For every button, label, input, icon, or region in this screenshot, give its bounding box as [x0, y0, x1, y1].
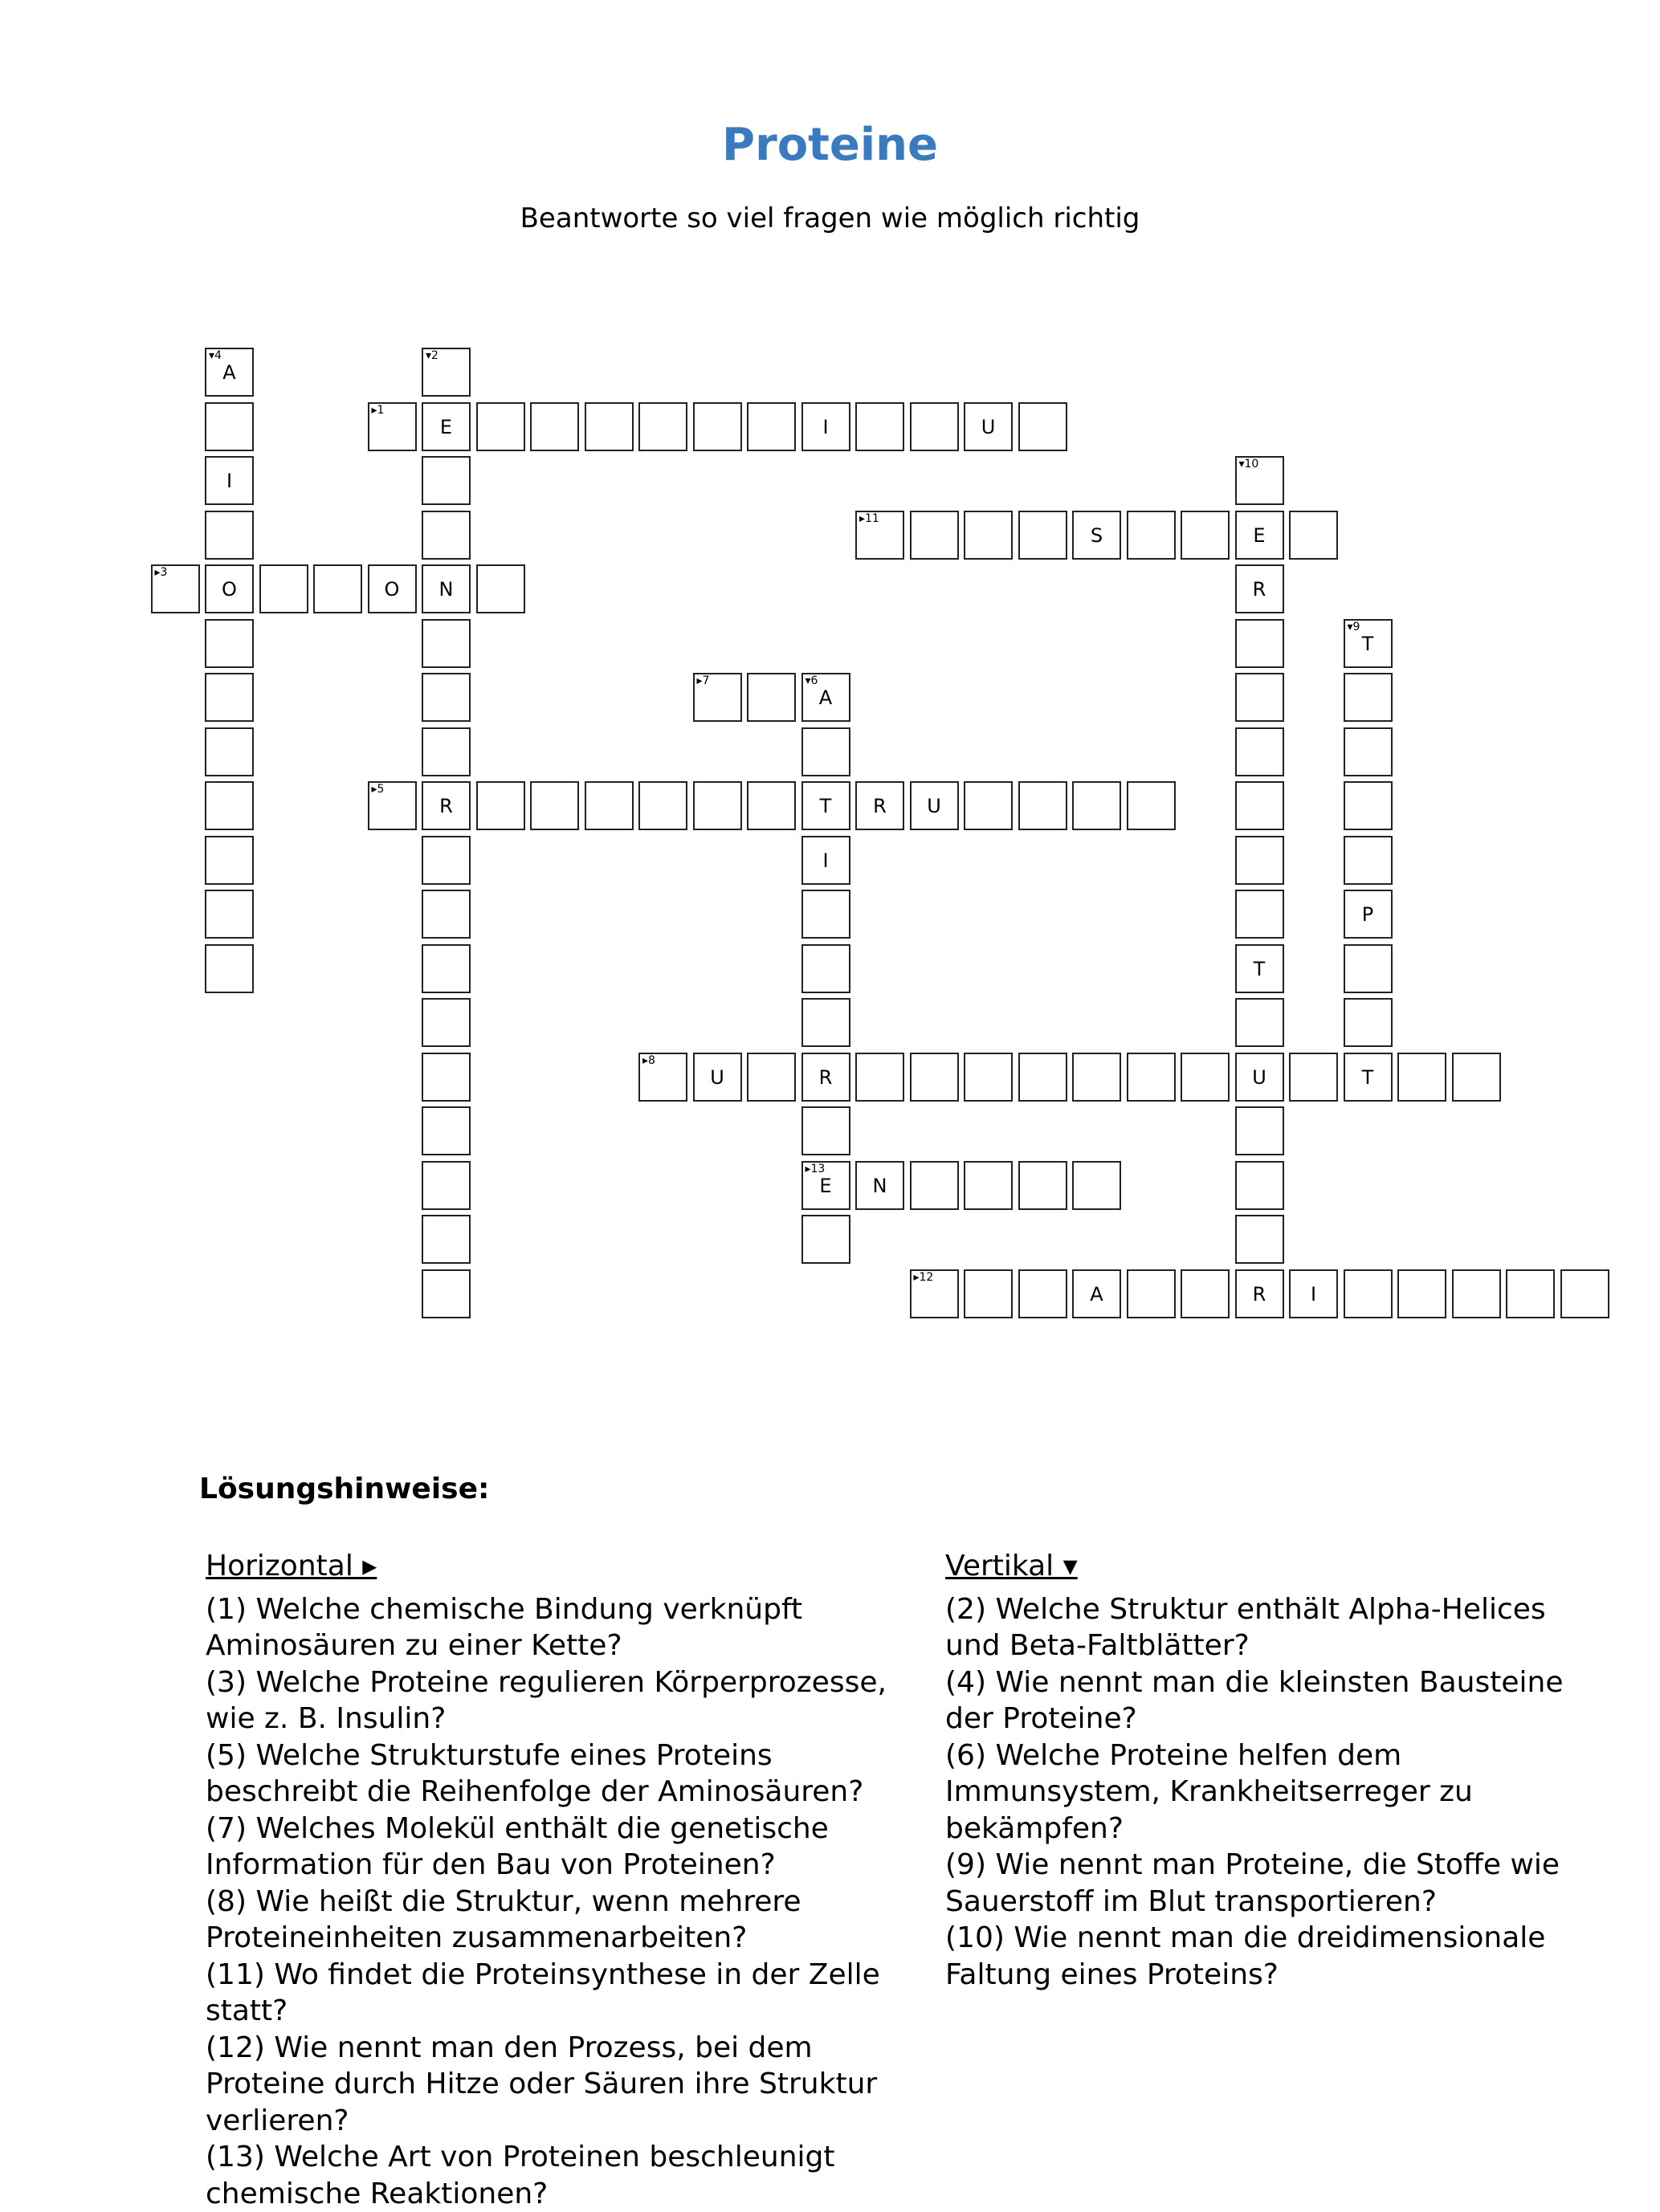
crossword-cell[interactable] [1344, 998, 1393, 1047]
crossword-cell[interactable] [476, 781, 525, 830]
crossword-cell[interactable] [910, 511, 959, 560]
crossword-cell[interactable] [368, 781, 417, 830]
crossword-cell[interactable] [422, 998, 471, 1047]
hints-heading: Lösungshinweise: [199, 1473, 490, 1505]
crossword-cell[interactable] [1235, 456, 1284, 505]
crossword-cell[interactable] [585, 402, 634, 451]
crossword-cell[interactable] [693, 781, 742, 830]
given-letter: U [927, 795, 941, 817]
crossword-cell[interactable] [801, 998, 850, 1047]
crossword-cell[interactable] [1072, 781, 1121, 830]
page-title: Proteine [722, 119, 938, 171]
given-letter: A [818, 686, 833, 709]
crossword-cell[interactable] [205, 727, 254, 776]
crossword-cell[interactable] [801, 1215, 850, 1264]
crossword-cell[interactable] [1235, 998, 1284, 1047]
crossword-cell[interactable] [747, 1053, 796, 1102]
crossword-cell[interactable] [1181, 511, 1230, 560]
given-letter: T [1361, 632, 1374, 655]
crossword-cell[interactable] [1181, 1269, 1230, 1318]
clue-number: ▸12 [913, 1270, 934, 1284]
crossword-cell[interactable] [205, 890, 254, 939]
crossword-cell[interactable] [747, 402, 796, 451]
given-letter: I [1310, 1282, 1317, 1306]
clue-number: ▾2 [426, 349, 438, 362]
crossword-cell[interactable] [1235, 511, 1284, 560]
crossword-cell[interactable] [1452, 1053, 1501, 1102]
given-letter: P [1361, 903, 1374, 926]
crossword-cell[interactable] [1344, 836, 1393, 885]
crossword-cell[interactable] [422, 836, 471, 885]
crossword-cell[interactable] [422, 564, 471, 613]
crossword-cell[interactable] [801, 944, 850, 993]
crossword-cell[interactable] [801, 727, 850, 776]
crossword-cell[interactable] [1127, 1269, 1176, 1318]
clue-4: (4) Wie nennt man die kleinsten Bausteine der Proteine? [945, 1665, 1564, 1735]
crossword-cell[interactable] [205, 511, 254, 560]
crossword-cell[interactable] [855, 1161, 904, 1210]
clue-number: ▾10 [1238, 458, 1259, 471]
crossword-cell[interactable] [964, 511, 1013, 560]
given-letter: U [981, 415, 996, 438]
crossword-cell[interactable] [422, 1106, 471, 1155]
crossword-cell[interactable] [422, 944, 471, 993]
crossword-cell[interactable] [1235, 836, 1284, 885]
given-letter: A [1090, 1282, 1103, 1306]
clue-number: ▸1 [371, 403, 385, 417]
crossword-cell[interactable] [638, 781, 687, 830]
clue-number: ▸5 [371, 783, 385, 796]
crossword-cell[interactable] [1072, 1269, 1121, 1318]
given-letter: R [1252, 578, 1266, 601]
given-letter: T [819, 795, 832, 817]
given-letter: R [439, 795, 453, 817]
given-letter: N [872, 1174, 887, 1197]
crossword-cell[interactable] [1397, 1269, 1446, 1318]
given-letter: U [710, 1065, 724, 1089]
crossword-cell[interactable] [205, 673, 254, 722]
crossword-cell[interactable] [910, 781, 959, 830]
crossword-cell[interactable] [1452, 1269, 1501, 1318]
clue-number: ▸11 [859, 511, 879, 525]
crossword-cell[interactable] [1235, 944, 1284, 993]
crossword-cell[interactable] [1072, 511, 1121, 560]
crossword-cell[interactable] [1018, 1269, 1067, 1318]
crossword-cell[interactable] [801, 402, 850, 451]
given-letter: I [822, 849, 829, 872]
crossword-cell[interactable] [476, 402, 525, 451]
horizontal-heading: Horizontal ▸ [206, 1550, 377, 1583]
crossword-cell[interactable] [205, 944, 254, 993]
clue-number: ▸13 [805, 1162, 826, 1175]
crossword-cell[interactable] [151, 564, 200, 613]
clue-1: (1) Welche chemische Bindung verknüpft Aminosäuren zu einer Kette? [206, 1592, 803, 1662]
crossword-cell[interactable] [1235, 619, 1284, 668]
crossword-cell[interactable] [1344, 727, 1393, 776]
given-letter: I [226, 470, 233, 492]
given-letter: E [819, 1174, 832, 1197]
crossword-cell[interactable] [205, 619, 254, 668]
crossword-cell[interactable] [422, 348, 471, 397]
clue-7: (7) Welches Molekül enthält die genetische Information für den Bau von Proteinen? [206, 1811, 829, 1881]
given-letter: R [1252, 1282, 1266, 1306]
crossword-cell[interactable] [422, 1053, 471, 1102]
crossword-cell[interactable] [1018, 781, 1067, 830]
given-letter: I [822, 415, 829, 438]
crossword-cell[interactable] [855, 781, 904, 830]
given-letter: E [1253, 523, 1266, 547]
crossword-cell[interactable] [205, 402, 254, 451]
clue-number: ▸3 [154, 566, 168, 579]
clue-11: (11) Wo findet die Proteinsynthese in der Zelle statt? [206, 1957, 880, 2027]
crossword-cell[interactable] [1344, 1053, 1393, 1102]
given-letter: T [1361, 1065, 1374, 1089]
clue-number: ▾4 [209, 349, 222, 362]
crossword-cell[interactable] [638, 1053, 687, 1102]
clue-number: ▸8 [642, 1053, 655, 1067]
vertical-clues [945, 1548, 1572, 1993]
crossword-cell[interactable] [476, 564, 525, 613]
clue-13: (13) Welche Art von Proteinen beschleunigt chemische Reaktionen? [206, 2141, 835, 2210]
crossword-cell[interactable] [747, 781, 796, 830]
crossword-cell[interactable] [801, 890, 850, 939]
clue-number: ▾6 [805, 674, 818, 687]
crossword-cell[interactable] [801, 836, 850, 885]
crossword-cell[interactable] [1127, 1053, 1176, 1102]
crossword-cell[interactable] [801, 781, 850, 830]
crossword-cell[interactable] [530, 402, 579, 451]
crossword-cell[interactable] [747, 673, 796, 722]
crossword-cell[interactable] [910, 1269, 959, 1318]
clue-5: (5) Welche Strukturstufe eines Proteins beschreibt die Reihenfolge der Aminosäuren? [206, 1738, 864, 1808]
crossword-cell[interactable] [1344, 944, 1393, 993]
crossword-cell[interactable] [1344, 619, 1393, 668]
crossword-cell[interactable] [964, 781, 1013, 830]
given-letter: S [1090, 523, 1103, 547]
crossword-cell[interactable] [910, 402, 959, 451]
crossword-cell[interactable] [422, 781, 471, 830]
given-letter: A [222, 361, 236, 384]
crossword-cell[interactable] [1397, 1053, 1446, 1102]
crossword-cell[interactable] [964, 1161, 1013, 1210]
crossword-cell[interactable] [1235, 1269, 1284, 1318]
crossword-cell[interactable] [855, 1053, 904, 1102]
crossword-cell[interactable] [910, 1053, 959, 1102]
crossword-cell[interactable] [585, 781, 634, 830]
crossword-cell[interactable] [801, 673, 850, 722]
crossword-cell[interactable] [422, 402, 471, 451]
clue-9: (9) Wie nennt man Proteine, die Stoffe wie Sauerstoff im Blut transportieren? [945, 1848, 1560, 1918]
crossword-cell[interactable] [1235, 890, 1284, 939]
crossword-cell[interactable] [422, 619, 471, 668]
crossword-cell[interactable] [693, 402, 742, 451]
crossword-cell[interactable] [693, 673, 742, 722]
page-subtitle: Beantworte so viel fragen wie möglich richtig [520, 202, 1140, 234]
crossword-cell[interactable] [1289, 1269, 1338, 1318]
crossword-cell[interactable] [1344, 890, 1393, 939]
crossword-cell[interactable] [422, 1215, 471, 1264]
crossword-cell[interactable] [1235, 564, 1284, 613]
crossword-cell[interactable] [964, 1269, 1013, 1318]
crossword-cell[interactable] [422, 727, 471, 776]
crossword-cell[interactable] [1235, 673, 1284, 722]
crossword-cell[interactable] [855, 511, 904, 560]
clue-2: (2) Welche Struktur enthält Alpha-Helices und Beta-Faltblätter? [945, 1592, 1546, 1662]
given-letter: T [1253, 957, 1266, 980]
crossword-cell[interactable] [1018, 1161, 1067, 1210]
crossword-cell[interactable] [422, 456, 471, 505]
crossword-cell[interactable] [1506, 1269, 1555, 1318]
crossword-cell[interactable] [1235, 781, 1284, 830]
crossword-cell[interactable] [313, 564, 362, 613]
crossword-cell[interactable] [964, 1053, 1013, 1102]
crossword-cell[interactable] [1235, 1161, 1284, 1210]
crossword-cell[interactable] [422, 890, 471, 939]
crossword-cell[interactable] [1289, 1053, 1338, 1102]
crossword-cell[interactable] [1127, 781, 1176, 830]
crossword-cell[interactable] [530, 781, 579, 830]
given-letter: R [873, 795, 887, 817]
crossword-cell[interactable] [205, 836, 254, 885]
crossword-cell[interactable] [1072, 1161, 1121, 1210]
crossword-cell[interactable] [1344, 673, 1393, 722]
crossword-cell[interactable] [259, 564, 308, 613]
crossword-cell[interactable] [1072, 1053, 1121, 1102]
crossword-cell[interactable] [964, 402, 1013, 451]
crossword-cell[interactable] [855, 402, 904, 451]
clue-12: (12) Wie nennt man den Prozess, bei dem Proteine durch Hitze oder Säuren ihre Struktur verlieren? [206, 2031, 878, 2137]
crossword-cell[interactable] [1235, 1053, 1284, 1102]
crossword-cell[interactable] [910, 1161, 959, 1210]
crossword-cell[interactable] [422, 1161, 471, 1210]
crossword-cell[interactable] [1344, 781, 1393, 830]
crossword-cell[interactable] [1560, 1269, 1609, 1318]
crossword-cell[interactable] [1018, 402, 1067, 451]
crossword-cell[interactable] [422, 511, 471, 560]
clue-8: (8) Wie heißt die Struktur, wenn mehrere Proteineinheiten zusammenarbeiten? [206, 1884, 801, 1954]
given-letter: U [1252, 1065, 1266, 1089]
crossword-cell[interactable] [1235, 1106, 1284, 1155]
crossword-cell[interactable] [1235, 1215, 1284, 1264]
crossword-cell[interactable] [1181, 1053, 1230, 1102]
crossword-cell[interactable] [1235, 727, 1284, 776]
crossword-cell[interactable] [1289, 511, 1338, 560]
crossword-cell[interactable] [368, 402, 417, 451]
horizontal-clues [206, 1548, 928, 2212]
clue-10: (10) Wie nennt man die dreidimensionale Faltung eines Proteins? [945, 1921, 1546, 1991]
crossword-cell[interactable] [422, 1269, 471, 1318]
crossword-cell[interactable] [205, 564, 254, 613]
given-letter: O [222, 578, 237, 601]
crossword-cell[interactable] [1127, 511, 1176, 560]
crossword-cell[interactable] [801, 1106, 850, 1155]
clue-number: ▸7 [696, 674, 710, 687]
crossword-cell[interactable] [205, 456, 254, 505]
given-letter: O [384, 578, 400, 601]
crossword-cell[interactable] [638, 402, 687, 451]
crossword-cell[interactable] [1018, 1053, 1067, 1102]
given-letter: N [438, 578, 454, 601]
crossword-cell[interactable] [368, 564, 417, 613]
crossword-cell[interactable] [1344, 1269, 1393, 1318]
crossword-cell[interactable] [801, 1053, 850, 1102]
crossword-cell[interactable] [801, 1161, 850, 1210]
given-letter: E [439, 415, 453, 438]
vertical-heading: Vertikal ▾ [945, 1550, 1078, 1583]
crossword-cell[interactable] [205, 781, 254, 830]
crossword-cell[interactable] [693, 1053, 742, 1102]
given-letter: R [818, 1065, 833, 1089]
clue-3: (3) Welche Proteine regulieren Körperprozesse, wie z. B. Insulin? [206, 1665, 887, 1735]
crossword-cell[interactable] [422, 673, 471, 722]
crossword-cell[interactable] [205, 348, 254, 397]
crossword-cell[interactable] [1018, 511, 1067, 560]
clue-6: (6) Welche Proteine helfen dem Immunsystem, Krankheitserreger zu bekämpfen? [945, 1738, 1473, 1845]
clue-number: ▾9 [1347, 620, 1360, 633]
